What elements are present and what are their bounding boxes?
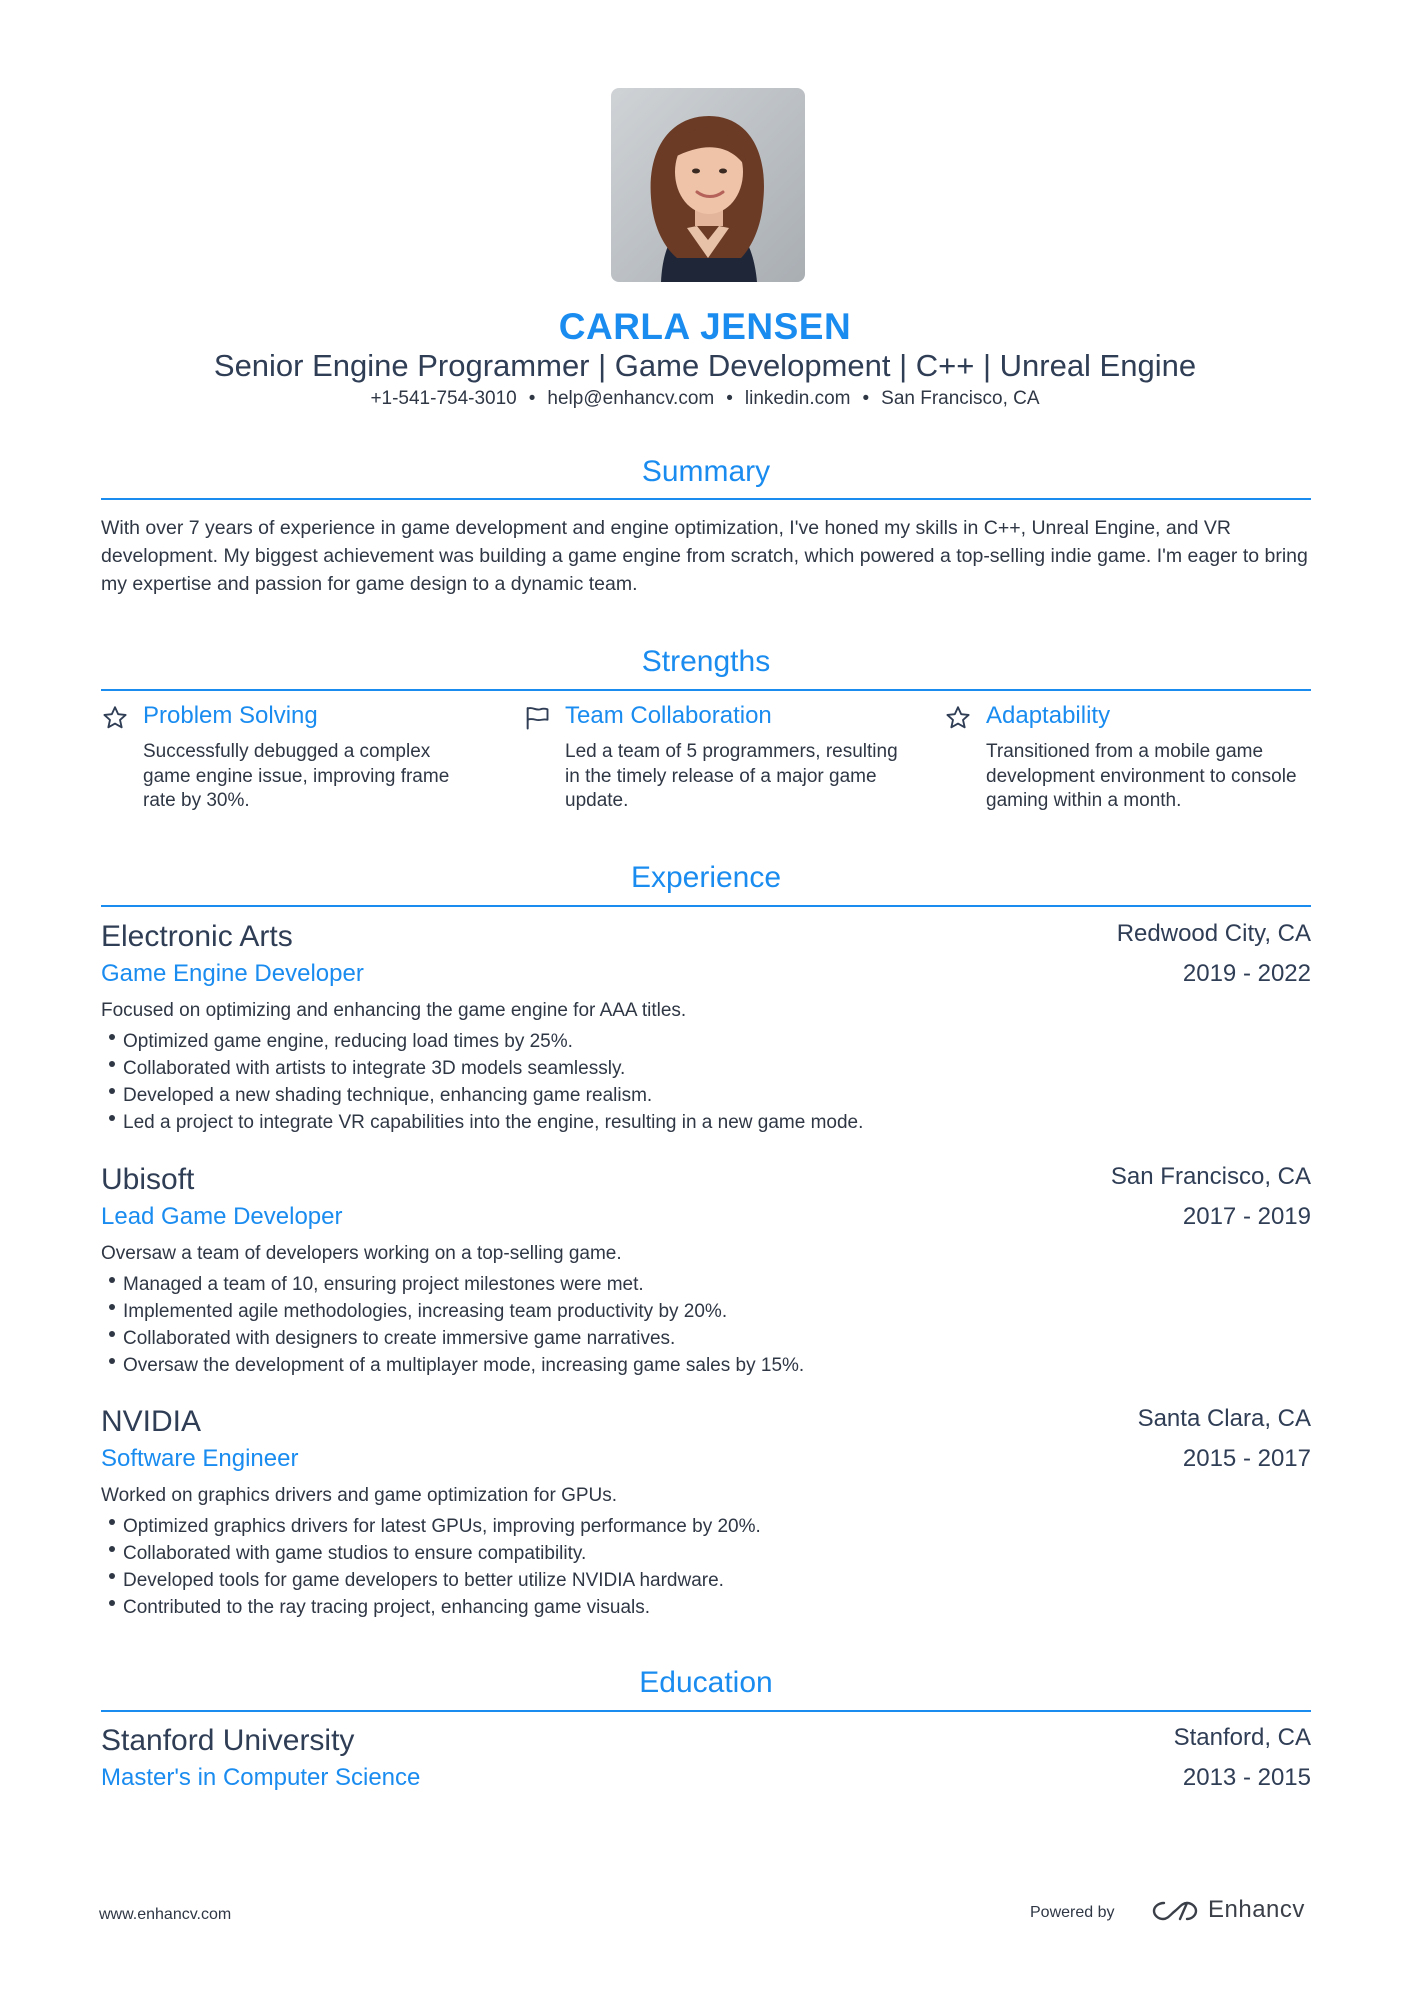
job-dates: 2017 - 2019 bbox=[1182, 1203, 1311, 1230]
summary-text: With over 7 years of experience in game development and engine optimization, I've honed my skills in C++, Unreal Engine, and VR development. My biggest achievement was building a game engine from scratch, which powered a top-selling indie game. I'm eager to bring my expertise and passion for game design to a dynamic team. bbox=[101, 517, 1308, 595]
separator-dot: • bbox=[726, 388, 733, 409]
strength-description: Successfully debugged a complex game engine issue, improving frame rate by 30%. bbox=[143, 741, 450, 811]
job-location: San Francisco, CA bbox=[1110, 1163, 1311, 1190]
strength-description: Transitioned from a mobile game development environment to console gaming within a month. bbox=[986, 741, 1297, 811]
star-icon bbox=[944, 704, 972, 732]
candidate-headline: Senior Engine Programmer | Game Development | C++ | Unreal Engine bbox=[213, 348, 1197, 383]
achievement-bullet: Oversaw the development of a multiplayer mode, increasing game sales by 15%. bbox=[101, 1352, 804, 1379]
degree: Master's in Computer Science bbox=[101, 1764, 421, 1791]
job-location: Redwood City, CA bbox=[1116, 920, 1311, 947]
separator-dot: • bbox=[862, 388, 870, 409]
contact-linkedin[interactable]: linkedin.com bbox=[744, 388, 851, 409]
achievement-list bbox=[101, 1028, 863, 1136]
section-divider bbox=[101, 498, 1311, 500]
company-name: Ubisoft bbox=[101, 1163, 195, 1196]
job-title: Software Engineer bbox=[101, 1445, 299, 1472]
achievement-bullet: Contributed to the ray tracing project, enhancing game visuals. bbox=[101, 1594, 761, 1621]
job-description: Oversaw a team of developers working on a top-selling game. bbox=[101, 1243, 622, 1264]
experience-heading: Experience bbox=[630, 861, 782, 894]
summary-heading: Summary bbox=[641, 455, 771, 488]
achievement-bullet: Optimized graphics drivers for latest GPUs, improving performance by 20%. bbox=[101, 1513, 761, 1540]
strength-title: Problem Solving bbox=[143, 702, 318, 729]
job-title: Lead Game Developer bbox=[101, 1203, 343, 1230]
enhancv-logo-icon bbox=[1150, 1898, 1200, 1924]
section-divider bbox=[101, 689, 1311, 691]
job-description: Focused on optimizing and enhancing the game engine for AAA titles. bbox=[101, 1000, 687, 1021]
achievement-list bbox=[101, 1513, 761, 1621]
job-dates: 2015 - 2017 bbox=[1182, 1445, 1311, 1472]
powered-by-label: Powered by bbox=[1030, 1904, 1115, 1921]
footer-website[interactable]: www.enhancv.com bbox=[99, 1906, 232, 1923]
strengths-heading: Strengths bbox=[641, 645, 771, 678]
contact-location: San Francisco, CA bbox=[881, 388, 1040, 409]
school-name: Stanford University bbox=[101, 1724, 355, 1757]
strength-title: Team Collaboration bbox=[565, 702, 772, 729]
education-dates: 2013 - 2015 bbox=[1182, 1764, 1311, 1791]
achievement-bullet: Managed a team of 10, ensuring project milestones were met. bbox=[101, 1271, 804, 1298]
achievement-bullet: Optimized game engine, reducing load times by 25%. bbox=[101, 1028, 863, 1055]
strength-title: Adaptability bbox=[986, 702, 1111, 729]
achievement-bullet: Collaborated with artists to integrate 3D models seamlessly. bbox=[101, 1055, 863, 1082]
job-dates: 2019 - 2022 bbox=[1182, 960, 1311, 987]
contact-email[interactable]: help@enhancv.com bbox=[547, 388, 715, 409]
achievement-bullet: Collaborated with designers to create immersive game narratives. bbox=[101, 1325, 804, 1352]
profile-photo-illustration bbox=[611, 88, 805, 282]
achievement-bullet: Led a project to integrate VR capabilities into the engine, resulting in a new game mode. bbox=[101, 1109, 863, 1136]
company-name: Electronic Arts bbox=[101, 920, 293, 953]
job-location: Santa Clara, CA bbox=[1137, 1405, 1311, 1432]
achievement-bullet: Collaborated with game studios to ensure compatibility. bbox=[101, 1540, 761, 1567]
strength-description: Led a team of 5 programmers, resulting in the timely release of a major game update. bbox=[565, 741, 898, 811]
education-heading: Education bbox=[639, 1666, 773, 1699]
profile-photo bbox=[611, 88, 805, 282]
achievement-list bbox=[101, 1271, 804, 1379]
achievement-bullet: Implemented agile methodologies, increasing team productivity by 20%. bbox=[101, 1298, 804, 1325]
job-description: Worked on graphics drivers and game optimization for GPUs. bbox=[101, 1485, 618, 1506]
star-icon bbox=[101, 704, 129, 732]
candidate-name: CARLA JENSEN bbox=[558, 306, 852, 347]
enhancv-brand-name: Enhancv bbox=[1208, 1896, 1305, 1923]
contact-phone: +1-541-754-3010 bbox=[370, 388, 517, 409]
achievement-bullet: Developed a new shading technique, enhancing game realism. bbox=[101, 1082, 863, 1109]
contact-info bbox=[0, 388, 1410, 410]
section-divider bbox=[101, 905, 1311, 907]
achievement-bullet: Developed tools for game developers to better utilize NVIDIA hardware. bbox=[101, 1567, 761, 1594]
school-location: Stanford, CA bbox=[1173, 1724, 1311, 1751]
section-divider bbox=[101, 1710, 1311, 1712]
separator-dot: • bbox=[528, 388, 536, 409]
flag-icon bbox=[523, 704, 551, 732]
job-title: Game Engine Developer bbox=[101, 960, 364, 987]
company-name: NVIDIA bbox=[101, 1405, 202, 1438]
